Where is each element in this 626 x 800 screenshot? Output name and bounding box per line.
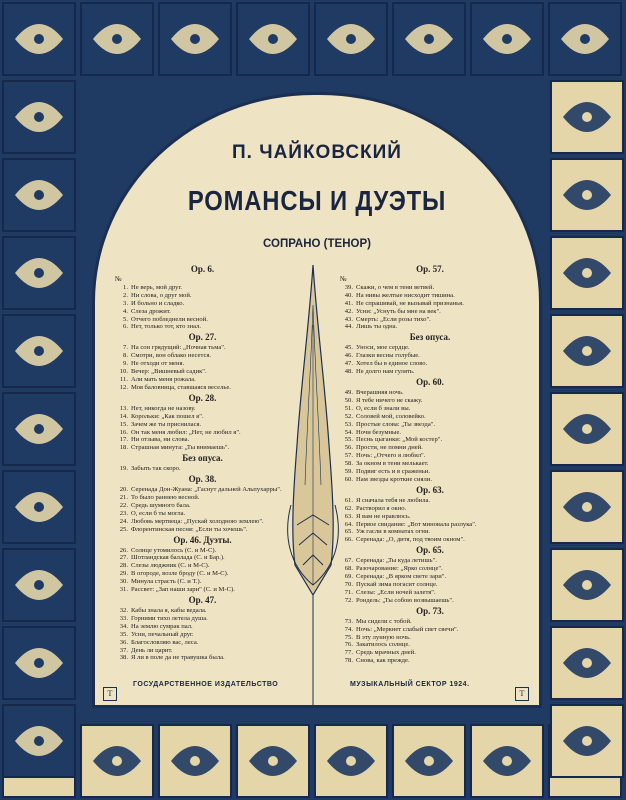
song-title: Первое свидание: „Вот миновала разлука". [356,520,477,528]
song-number: 10. [119,368,128,376]
song-title: Усни, печальный друг. [131,630,194,638]
song-number: 50. [344,396,353,404]
song-title: Не долго нам гулять. [356,368,415,376]
song-number: 28. [119,562,128,570]
song-title: Я тебе ничего не скажу. [356,396,423,404]
song-list-item [340,429,520,437]
song-title: Пускай зима погасит солнце. [356,581,438,588]
song-list-item [115,631,290,639]
song-title: Средь мрачных дней. [356,649,416,657]
song-title: В эту лунную ночь. [356,633,411,641]
song-title: То было раннею весной. [131,494,200,502]
song-number: 27. [119,554,128,562]
song-number: 77. [344,649,353,657]
song-number: 22. [119,501,128,509]
song-title: На сон грядущий: „Ночная тьма". [131,344,226,352]
song-title: Зачем же ты приснилася. [131,420,202,428]
song-number: 12. [119,383,128,391]
song-number: 55. [344,436,353,444]
song-number: 24. [119,517,128,525]
song-number: 1. [123,283,128,291]
opus-heading: Ор. 28. [188,392,217,403]
song-list-item [115,562,290,570]
song-title: Хотел бы в единое слово. [356,360,428,368]
song-title: Прости, не помни дней. [356,444,423,452]
opus-heading: Ор. 47. [188,595,217,605]
song-list-item [115,352,290,360]
song-number: 48. [344,368,353,376]
song-list-item [115,623,290,631]
song-list-item [340,460,520,468]
song-list-item [340,344,520,352]
song-number: 6. [123,323,128,331]
song-title: Лишь ты одна. [356,323,398,331]
border-ornament-tile [237,3,309,75]
song-number: 3. [123,299,128,307]
song-title: Горними тихо летела душа. [131,614,208,622]
song-list-item [115,586,290,594]
song-list-item [115,654,290,662]
song-list-item [115,444,290,452]
song-number: 71. [344,588,353,596]
song-title: Рассвет: „Зап наши зари" (С. и М-С). [131,586,235,594]
song-title: Вчерашняя ночь. [356,388,404,396]
song-list-item [340,657,520,665]
song-title: Закатилось солнце. [356,641,410,649]
number-header: № [340,276,347,283]
song-number: 78. [344,657,353,665]
song-title: Моя баловница, ставшаяся веселье. [131,383,231,391]
song-title: Слеза дрожит. [131,307,171,315]
song-number: 66. [344,536,353,544]
song-list-item [340,649,520,657]
song-title: Скажи, о чем в тени ветвей. [356,283,435,291]
song-number: 65. [344,528,353,536]
song-title: Ночь: „Отчего я любил". [356,452,426,460]
song-list-item [115,292,290,300]
song-number: 11. [120,375,128,383]
song-title: Я сначала тебя не любила. [356,496,431,504]
song-number: 29. [119,570,128,578]
song-title: На нивы желтые нисходит тишина. [356,291,455,299]
song-number: 46. [344,352,353,360]
song-title: Я вам не нравлюсь. [356,512,411,520]
song-number: 31. [119,586,128,594]
song-title: Не верь, мой друг. [131,283,183,291]
opus-heading: Ор. 63. [416,484,444,495]
song-number: 42. [344,307,353,315]
song-number: 67. [344,557,353,565]
opus-heading: Ор. 65. [416,545,444,556]
song-list-item [340,557,520,565]
song-list-item [340,389,520,397]
border-ornament-tile [549,3,621,75]
song-list-item [115,436,290,444]
song-number: 60. [344,475,353,483]
song-list-item [340,476,520,484]
opus-heading: Ор. 46. Дуэты. [173,534,232,545]
song-list-item [340,505,520,513]
song-title: Флорентинская песня: „Если ты хочешь". [131,525,248,533]
song-list-item [115,510,290,518]
border-ornament-tile [3,81,75,153]
corner-mark-right: T [515,687,529,701]
song-list-item [115,518,290,526]
border-ornament-tile [159,3,231,75]
number-header: № [115,276,122,283]
song-number: 62. [344,504,353,512]
song-number: 41. [344,299,353,307]
song-number: 73. [344,617,353,625]
song-title: Нам звезды кроткие сияли. [356,475,432,483]
song-number: 18. [119,444,128,452]
song-title: Рондель: „Ты собою возвышаешь". [356,596,454,604]
song-title: Смерть: „Если розы тихо". [356,315,431,323]
song-number: 54. [344,428,353,436]
border-ornament-tile [3,627,75,699]
song-list-item [340,352,520,360]
collection-title: РОМАНСЫ И ДУЭТЫ [187,185,447,216]
song-number: 53. [344,420,353,428]
song-list-item [115,639,290,647]
song-title: День ли царит. [131,646,173,654]
song-title: Али мать меня рожала. [131,375,196,383]
song-title: Слезы люджник (С. и М-С). [131,562,210,570]
song-title: О, если б ты могла. [131,509,186,517]
song-title: Серенада Дон-Жуана: „Гаснут дальней Альпухарры". [131,486,282,494]
border-ornament-tile [551,237,623,309]
song-list-item [340,618,520,626]
song-list-item [115,384,290,392]
opus-heading: Без опуса. [182,453,223,464]
song-title: Нет, только тот, кто знал. [131,323,202,331]
song-list-item [115,413,290,421]
song-title: Я ли в поле да не травушка была. [131,654,225,662]
song-list-item [340,292,520,300]
voice-subtitle: СОПРАНО (ТЕНОР) [263,238,371,250]
song-number: 56. [344,444,353,452]
opus-heading: Ор. 38. [188,474,217,485]
song-title: Средь шумного бала. [131,501,191,509]
song-number: 8. [123,352,128,360]
song-title: Серенада: „О, дитя, под твоим окном". [356,536,465,544]
song-title: И больно и сладко. [131,299,185,307]
border-ornament-tile [471,3,543,75]
song-number: 57. [344,452,353,460]
song-list-item [340,421,520,429]
song-number: 69. [344,573,353,581]
song-title: Песнь цыганки: „Мой костер". [356,436,443,444]
song-title: Мы сидели с тобой. [356,617,412,625]
song-list-item [340,589,520,597]
song-list-item [115,547,290,555]
song-title: Не отходи от меня. [131,360,185,368]
song-number: 19. [119,465,128,473]
composer-name: П. ЧАЙКОВСКИЙ [232,142,402,163]
song-number: 7. [123,344,128,352]
song-list-item [340,641,520,649]
song-number: 16. [119,428,128,436]
song-list-item [115,360,290,368]
song-list-item [115,578,290,586]
song-list-item [115,554,290,562]
song-list-item [115,570,290,578]
opus-heading: Ор. 27. [188,332,217,343]
song-title: Подвиг есть и в сраженьи. [356,468,430,476]
song-list-item [115,376,290,384]
song-list-item [340,513,520,521]
right-column-list [340,263,520,665]
opus-heading: Без опуса. [409,332,451,343]
border-ornament-tile [237,725,309,797]
border-ornament-tile [3,3,75,75]
song-number: 5. [123,315,128,323]
song-title: В огороде, возле броду (С. и М-С). [131,570,229,578]
song-list-item [340,565,520,573]
song-number: 33. [119,614,128,622]
song-number: 52. [344,412,353,420]
song-list-item [340,528,520,536]
song-title: Серенада: „Ты куда летишь". [356,557,437,565]
border-ornament-tile [551,471,623,543]
song-title: Ночь: „Меркнет слабый свет свечи". [356,625,459,633]
song-list-item [340,452,520,460]
song-number: 2. [123,291,128,299]
song-number: 76. [344,641,353,649]
left-column-list [115,263,290,662]
song-list-item [340,536,520,544]
opus-heading: Ор. 73. [416,605,444,616]
song-list-item [340,413,520,421]
song-number: 25. [119,525,128,533]
song-title: На землю сумрак пал. [131,622,193,630]
border-ornament-tile [393,725,465,797]
border-ornament-tile [3,237,75,309]
song-title: Он так меня любил: „Нет, не любил я". [131,428,241,436]
song-number: 44. [344,323,353,331]
song-title: Соловей мой, соловейко. [356,412,426,420]
song-title: Ни отзыва, ни слова. [131,436,190,444]
song-number: 40. [344,291,353,299]
song-list-item [115,344,290,352]
song-list-item [340,368,520,376]
song-title: Корольки: „Как пошел я". [131,412,204,420]
song-number: 35. [119,630,128,638]
border-ornament-tile [3,549,75,621]
song-list-item [115,300,290,308]
song-list-item [340,497,520,505]
song-list-item [115,486,290,494]
song-number: 74. [344,625,353,633]
song-title: Уж гасли в комнатах огни. [356,528,431,536]
cypress-tree-illustration [283,265,343,705]
corner-mark-left: T [103,687,117,701]
song-title: За окном в тени мелькает. [356,460,429,468]
song-number: 64. [344,520,353,528]
song-title: Серенада: „В ярком свете зари". [356,573,447,581]
song-title: Растворил я окно. [356,504,407,512]
song-list-item [115,405,290,413]
border-ornament-tile [3,393,75,465]
title-panel [92,92,542,708]
song-list-item [115,465,290,473]
song-title: Уноси, мое сердце. [356,344,410,352]
opus-heading: Ор. 57. [416,264,444,274]
song-number: 20. [119,486,128,494]
song-list-item [340,597,520,605]
song-title: Глазки весны голубые. [356,352,420,360]
song-number: 61. [344,496,353,504]
border-ornament-tile [3,315,75,387]
song-title: Нет, никогда не назову. [131,404,196,412]
song-list-item [115,316,290,324]
song-number: 70. [344,581,353,588]
song-list-item [340,360,520,368]
song-number: 58. [344,460,353,468]
border-ornament-tile [315,3,387,75]
song-list-item [115,368,290,376]
song-list-item [340,444,520,452]
song-number: 34. [119,622,128,630]
song-list-item [115,284,290,292]
song-number: 51. [344,404,353,412]
border-ornament-tile [81,725,153,797]
song-title: Не спрашивай, не вызывай признанья. [356,299,464,307]
song-list-item [115,647,290,655]
song-number: 63. [344,512,353,520]
song-number: 17. [119,436,128,444]
song-number: 32. [119,607,128,614]
border-ornament-tile [159,725,231,797]
song-number: 68. [344,565,353,573]
publisher-name: ГОСУДАРСТВЕННОЕ ИЗДАТЕЛЬСТВО [133,681,279,688]
border-ornament-tile [551,159,623,231]
border-ornament-tile [3,159,75,231]
song-number: 9. [123,360,128,368]
song-list-item [340,626,520,634]
border-ornament-tile [81,3,153,75]
song-list-item [340,397,520,405]
song-list-item [340,284,520,292]
border-ornament-tile [551,705,623,777]
border-ornament-tile [551,549,623,621]
song-list-item [115,429,290,437]
song-title: Смотри, вон облако несется. [131,352,212,360]
song-title: Разочарование: „Ярко солнце". [356,565,443,573]
publisher-sector-year: МУЗЫКАЛЬНЫЙ СЕКТОР 1924. [350,681,470,688]
song-title: Шотландская баллада (С. и Бар.). [131,554,225,562]
border-ornament-tile [3,705,75,777]
border-ornament-tile [3,471,75,543]
song-title: Благословляю вас, леса. [131,638,199,646]
border-ornament-tile [551,315,623,387]
song-title: Снова, как прежде. [356,657,410,665]
song-title: Слезы: „Если ночей залетя". [356,588,436,596]
song-list-item [340,634,520,642]
song-number: 36. [119,638,128,646]
song-list-item [340,300,520,308]
song-title: Ни слова, о друг мой. [131,291,192,299]
song-number: 23. [119,509,128,517]
song-title: Ночи безумные. [356,428,402,436]
song-title: Усни: „Уснуть бы мне на век". [356,307,441,315]
song-list-item [340,308,520,316]
song-number: 43. [344,315,353,323]
song-number: 45. [344,344,353,352]
song-number: 38. [119,654,128,662]
song-title: Забыть так скоро. [131,465,181,473]
song-number: 37. [119,646,128,654]
song-title: Страшная минута: „Ты внимаешь". [131,444,230,452]
song-list-item [115,502,290,510]
border-ornament-tile [551,393,623,465]
song-list-item [115,323,290,331]
song-list-item [340,405,520,413]
song-number: 14. [119,412,128,420]
song-number: 59. [344,468,353,476]
song-list-item [115,308,290,316]
border-ornament-tile [551,81,623,153]
song-number: 15. [119,420,128,428]
song-number: 26. [119,546,128,554]
song-number: 75. [344,633,353,641]
border-ornament-tile [393,3,465,75]
song-title: Минула страсть (С. и Т.). [131,578,202,586]
song-number: 47. [344,360,353,368]
song-list-item [115,615,290,623]
song-list-item [115,607,290,615]
song-list-item [115,421,290,429]
song-number: 13. [119,404,128,412]
song-title: О, если б знали вы. [356,404,411,412]
opus-heading: Ор. 60. [416,376,444,387]
song-list-item [340,436,520,444]
song-title: Солнце утомилось (С. и М-С). [131,546,217,554]
song-list-item [115,494,290,502]
song-list-item [340,323,520,331]
song-number: 39. [344,283,353,291]
border-ornament-tile [551,627,623,699]
song-list-item [340,521,520,529]
song-number: 4. [123,307,128,315]
song-number: 21. [119,494,128,502]
opus-heading: Ор. 6. [190,264,215,274]
song-title: Вечер: „Вишневый садик". [131,368,207,376]
song-title: Отчего побледнели весной. [131,315,208,323]
song-list-item [340,316,520,324]
border-ornament-tile [315,725,387,797]
border-ornament-tile [471,725,543,797]
song-list-item [340,581,520,589]
song-number: 72. [344,596,353,604]
song-title: Простые слова: „Ты звезда". [356,420,436,428]
song-list-item [340,573,520,581]
song-list-item [115,526,290,534]
song-title: Любовь мертвеца: „Пускай холодною землею". [131,517,264,525]
song-list-item [340,468,520,476]
song-title: Кабы знала я, кабы ведала. [131,607,207,614]
song-number: 30. [119,578,128,586]
song-number: 49. [344,388,353,396]
